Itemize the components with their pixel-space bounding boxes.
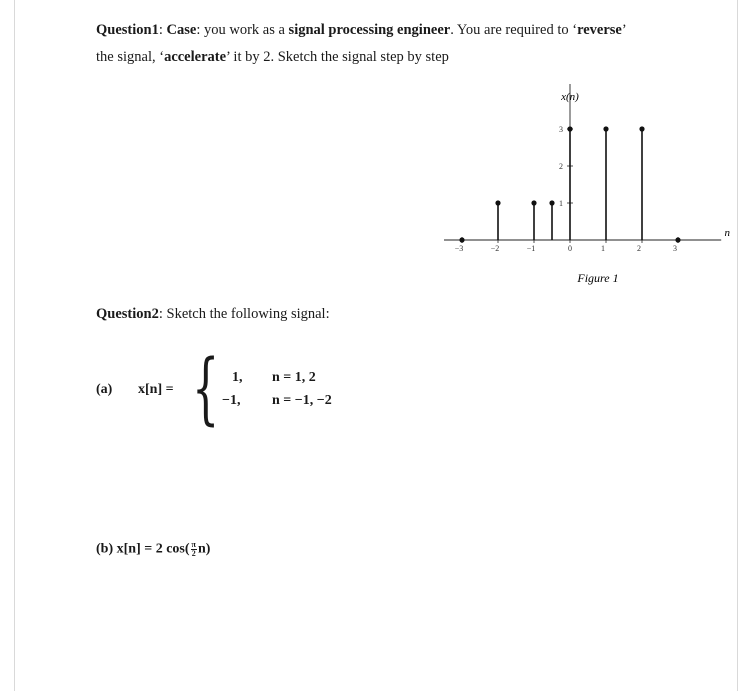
question1-label: Question1 [96,22,159,38]
left-brace-icon: { [192,344,220,434]
role-text: signal processing engineer [288,22,451,38]
reverse-text: reverse [577,22,622,38]
y-axis-label: x(n) [561,91,579,103]
question2-text: Sketch the following signal: [162,306,330,322]
part-a-lhs: x[n] = [138,382,174,397]
question1-text-d: the signal, ‘ [96,49,165,65]
part-b-rhs-prefix: 2 cos( [155,541,190,557]
part-b-lhs: x[n] = [116,541,153,557]
x-axis-label: n [724,227,730,239]
question1-line2 [96,49,449,66]
stem-marker [459,237,464,242]
part-b-equation [96,541,210,558]
x-tick-label: 2 [637,244,641,253]
part-b-label: (b) [96,541,114,557]
y-tick-label: 3 [559,125,563,134]
pi-over-two-fraction [191,541,197,558]
stem-marker [675,237,680,242]
x-tick-label: −3 [454,244,464,253]
case2-condition: n = −1, −2 [272,393,332,408]
fraction-denominator: 2 [191,549,196,558]
accelerate-text: accelerate [164,49,227,65]
case1-condition: n = 1, 2 [272,370,316,385]
case2-value: −1, [222,393,241,408]
stem-marker [567,126,572,131]
stem-marker [639,126,644,131]
case1-value: 1, [232,370,243,385]
question2-line: Question2: Sketch the following signal: [96,306,330,322]
question1-line1: Question1: Case: you work as a signal processing engineer. You are required to ‘reverse’ [96,22,627,38]
x-tick-label: 0 [568,244,572,253]
plot-axes [444,84,721,240]
question1-text-c: ’ [621,22,627,38]
stem-marker [603,126,608,131]
x-tick-label: −2 [490,244,500,253]
question1-text-e: ’ it by 2. Sketch the signal step by step [226,49,449,65]
plot-stems [459,126,680,242]
stem-marker [531,200,536,205]
figure-caption: Figure 1 [577,271,619,285]
y-tick-label: 1 [559,199,563,208]
y-tick-label: 2 [559,162,563,171]
x-tick-label: 3 [673,244,677,253]
plot-ticks [455,125,678,253]
part-b-rhs-suffix: n) [197,541,211,557]
stem-marker [495,200,500,205]
figure1-stem-plot [440,80,730,290]
x-tick-label: −1 [526,244,536,253]
fraction-numerator: π [191,540,196,549]
case-label: Case [166,22,197,38]
stem-marker [549,200,554,205]
question2-label: Question2 [96,306,159,322]
part-a-label: (a) [96,382,113,397]
x-tick-label: 1 [601,244,605,253]
question1-text-a: you work as a [200,22,289,38]
question1-text-b: . You are required to ‘ [450,22,578,38]
